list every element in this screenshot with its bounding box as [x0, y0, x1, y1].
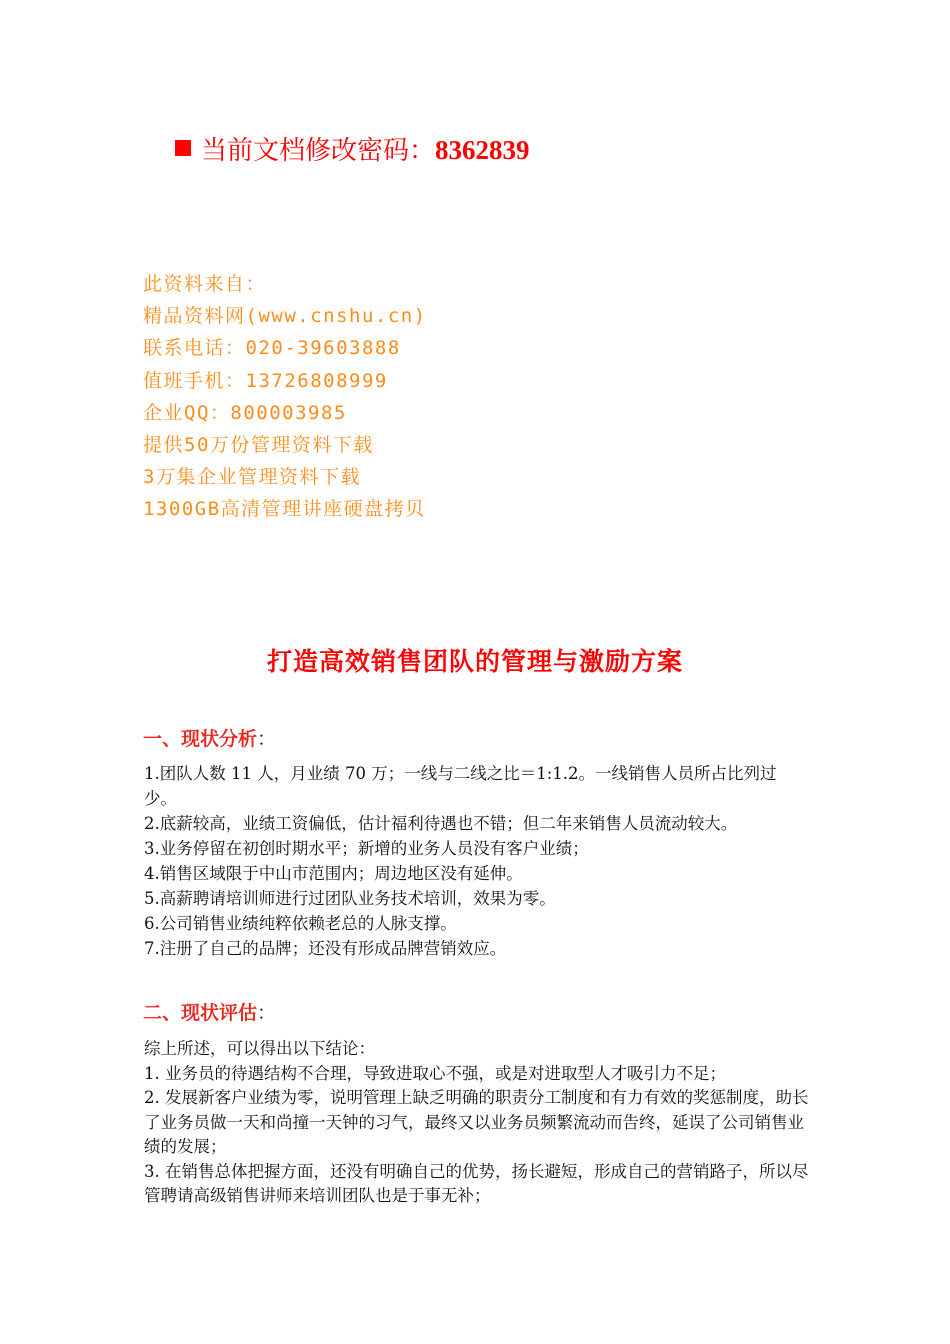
source-line: 3万集企业管理资料下载	[143, 466, 361, 489]
source-line: 此资料来自：	[143, 273, 267, 295]
list-item: 综上所述，可以得出以下结论：	[144, 1039, 375, 1058]
source-line: 联系电话：020-39603888	[143, 337, 401, 360]
assessment-list	[144, 1037, 814, 1209]
section-heading	[143, 724, 276, 751]
source-line: 提供50万份管理资料下载	[143, 433, 374, 456]
source-line: 1300GB高清管理讲座硬盘拷贝	[143, 498, 426, 521]
source-line: 精品资料网(www.cnshu.cn)	[143, 305, 427, 328]
list-item: 3.业务停留在初创时期水平；新增的业务人员没有客户业绩；	[144, 839, 589, 858]
heading-colon: ：	[257, 728, 277, 750]
list-item: 2.底薪较高，业绩工资偏低，估计福利待遇也不错；但二年来销售人员流动较大。	[144, 814, 738, 833]
list-item: 2. 发展新客户业绩为零，说明管理上缺乏明确的职责分工制度和有力有效的奖惩制度，助长了业务员做一天和尚撞一天钟的习气，最终又以业务员频繁流动而告终，延误了公司销售业绩的发展；	[144, 1088, 809, 1156]
password-label: 当前文档修改密码：	[201, 136, 436, 166]
section-heading-text: 一、现状分析	[143, 728, 258, 750]
list-item: 1. 业务员的待遇结构不合理，导致进取心不强，或是对进取型人才吸引力不足；	[144, 1063, 726, 1083]
section-heading-text: 二、现状评估	[143, 1002, 258, 1024]
document-title: 打造高效销售团队的管理与激励方案	[266, 647, 683, 676]
source-info-block	[143, 268, 427, 526]
source-line: 值班手机：13726808999	[143, 369, 388, 392]
list-item: 6.公司销售业绩纯粹依赖老总的人脉支撑。	[144, 914, 457, 933]
password-value: 8362839	[435, 135, 530, 165]
list-item: 3. 在销售总体把握方面，还没有明确自己的优势，扬长避短，形成自己的营销路子，所以尽管聘请高级销售讲师来培训团队也是于事无补；	[144, 1161, 809, 1205]
analysis-list	[144, 761, 804, 961]
heading-colon: ：	[257, 1002, 277, 1024]
source-line: 企业QQ：800003985	[143, 401, 347, 424]
list-item: 1.团队人数 11 人，月业绩 70 万；一线与二线之比＝1:1.2。一线销售人员所占比列过少。	[144, 764, 777, 808]
bullet-square-icon	[175, 140, 191, 156]
section-heading	[143, 998, 276, 1025]
password-line	[175, 132, 530, 169]
list-item: 4.销售区域限于中山市范围内；周边地区没有延伸。	[144, 864, 523, 883]
list-item: 5.高薪聘请培训师进行过团队业务技术培训，效果为零。	[144, 889, 556, 908]
list-item: 7.注册了自己的品牌；还没有形成品牌营销效应。	[144, 939, 507, 958]
